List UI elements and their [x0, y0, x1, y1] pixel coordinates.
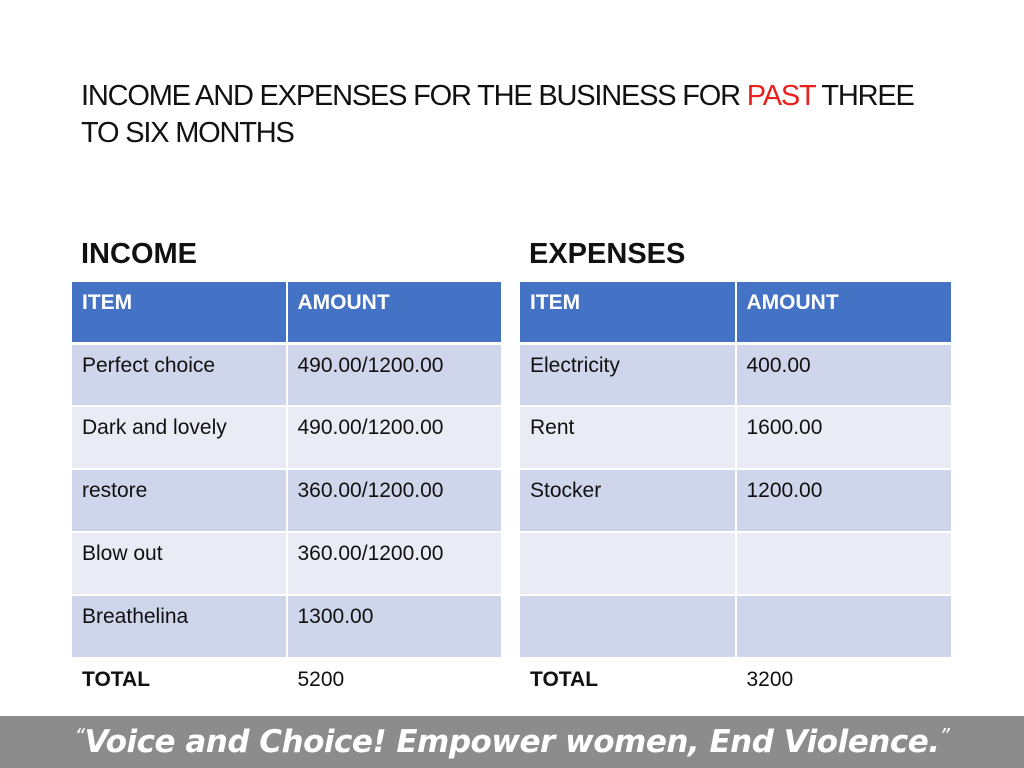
expenses-header-amount: AMOUNT: [736, 281, 953, 343]
expenses-amount-cell: [736, 532, 953, 595]
open-quote-mark: “: [74, 724, 85, 748]
income-amount-cell: 360.00/1200.00: [287, 469, 503, 532]
expenses-item-cell: Rent: [519, 406, 736, 469]
expenses-table: [518, 280, 953, 717]
close-quote-mark: ”: [939, 724, 950, 748]
expenses-item-cell: [519, 532, 736, 595]
table-row: [71, 469, 502, 532]
expenses-total-row: [519, 658, 952, 716]
table-row: [71, 406, 502, 469]
income-heading: INCOME: [81, 238, 197, 270]
expenses-header-item: ITEM: [519, 281, 736, 343]
income-amount-cell: 1300.00: [287, 595, 503, 658]
expenses-header-row: [519, 281, 952, 343]
income-total-row: [71, 658, 502, 716]
table-row: [519, 532, 952, 595]
page-title: [81, 78, 941, 152]
income-amount-cell: 490.00/1200.00: [287, 406, 503, 469]
table-row: [519, 343, 952, 406]
title-text-start: INCOME AND EXPENSES FOR THE BUSINESS FOR: [81, 80, 747, 112]
expenses-item-cell: Electricity: [519, 343, 736, 406]
expenses-amount-cell: 1600.00: [736, 406, 953, 469]
table-row: [71, 532, 502, 595]
income-item-cell: Dark and lovely: [71, 406, 287, 469]
footer-slogan-text: Voice and Choice! Empower women, End Violence.: [84, 724, 940, 760]
title-text-end: THREE TO SIX MONTHS: [81, 80, 914, 149]
expenses-total-label: TOTAL: [519, 658, 736, 716]
expenses-heading: EXPENSES: [529, 238, 686, 270]
expenses-amount-cell: 400.00: [736, 343, 953, 406]
income-total-value: 5200: [287, 658, 503, 716]
table-row: [519, 469, 952, 532]
table-row: [519, 595, 952, 658]
income-header-item: ITEM: [71, 281, 287, 343]
expenses-item-cell: [519, 595, 736, 658]
income-amount-cell: 360.00/1200.00: [287, 532, 503, 595]
expenses-total-value: 3200: [736, 658, 953, 716]
income-table: [70, 280, 503, 717]
income-total-label: TOTAL: [71, 658, 287, 716]
table-row: [71, 343, 502, 406]
income-header-amount: AMOUNT: [287, 281, 503, 343]
title-accent-word: PAST: [746, 80, 816, 112]
income-item-cell: Breathelina: [71, 595, 287, 658]
income-item-cell: Perfect choice: [71, 343, 287, 406]
expenses-item-cell: Stocker: [519, 469, 736, 532]
footer-slogan: [75, 724, 950, 760]
footer-banner: [0, 716, 1024, 768]
table-row: [71, 595, 502, 658]
income-item-cell: Blow out: [71, 532, 287, 595]
income-amount-cell: 490.00/1200.00: [287, 343, 503, 406]
table-row: [519, 406, 952, 469]
expenses-amount-cell: 1200.00: [736, 469, 953, 532]
income-header-row: [71, 281, 502, 343]
expenses-amount-cell: [736, 595, 953, 658]
income-item-cell: restore: [71, 469, 287, 532]
